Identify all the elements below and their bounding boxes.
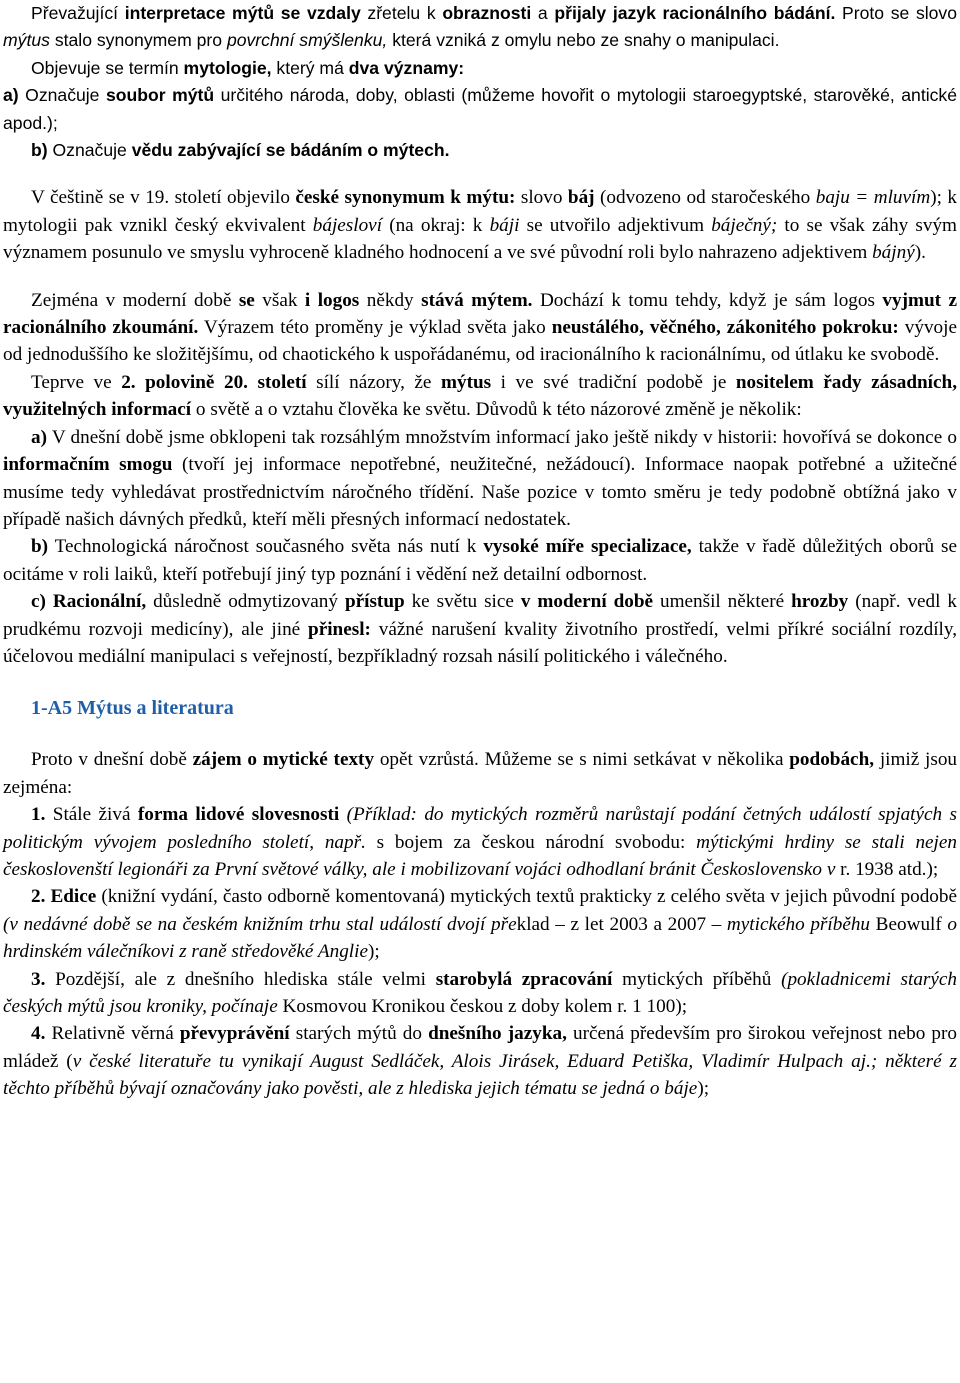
text-run: ke světu sice bbox=[404, 591, 521, 613]
paragraph-5 bbox=[3, 184, 957, 266]
text-run: hrozby bbox=[791, 591, 849, 613]
text-run: ); bbox=[697, 1078, 710, 1100]
paragraph-11 bbox=[3, 746, 957, 801]
section-heading: 1-A5 Mýtus a literatura bbox=[31, 697, 234, 720]
text-run: vědu zabývající se bádáním o mýtech. bbox=[131, 140, 450, 161]
text-run: V češtině se v 19. století objevilo bbox=[31, 187, 296, 209]
text-run: o hrdinském válečníkovi z raně středověké Anglie bbox=[3, 913, 957, 963]
text-run: stává mýtem. bbox=[421, 289, 533, 311]
text-run: Výrazem této proměny je výklad světa jako bbox=[198, 317, 552, 339]
paragraph-1 bbox=[3, 0, 957, 55]
text-run: někdy bbox=[359, 289, 422, 311]
text-run: mytologie, bbox=[183, 57, 272, 78]
text-run: Relativně věrná bbox=[45, 1023, 180, 1045]
text-run: Kosmovou Kronikou českou z doby kolem r. 1 100); bbox=[277, 996, 688, 1017]
text-run: Označuje bbox=[47, 140, 132, 161]
text-run: forma lidové slovesnosti bbox=[137, 804, 340, 826]
text-run: zájem o mytické texty bbox=[192, 749, 375, 771]
text-run: obraznosti bbox=[442, 3, 532, 23]
text-run: ); bbox=[367, 941, 380, 963]
text-run: 1. bbox=[31, 804, 46, 826]
text-run: opět vzrůstá. Můžeme se s nimi setkávat v několika bbox=[374, 749, 790, 771]
text-run bbox=[46, 591, 53, 612]
text-run: bájný bbox=[872, 242, 915, 264]
text-run: o světě a o vztahu člověka ke světu. Důvodů k této názorové změně je několik: bbox=[191, 399, 802, 421]
text-run: vážné narušení kvality životního prostředí, velmi příkré sociální rozdíly, účelovou mediální manipulaci s veřejností, bezpříkladný rozsah násilí politického i válečného. bbox=[3, 618, 957, 667]
text-run: Převažující bbox=[31, 3, 125, 23]
text-run: zřetelu k bbox=[360, 3, 443, 23]
paragraph-3 bbox=[3, 82, 957, 137]
text-run: soubor mýtů bbox=[105, 85, 215, 106]
text-run: převyprávění bbox=[179, 1023, 290, 1045]
text-run: 3. bbox=[31, 968, 46, 990]
text-run: (pokladnicemi starých českých mýtů jsou kroniky, počínaje bbox=[3, 968, 958, 1017]
text-run: přinesl: bbox=[308, 618, 371, 640]
text-run: a bbox=[531, 3, 555, 23]
text-run: mytických příběhů bbox=[612, 968, 782, 990]
text-run: Označuje bbox=[18, 85, 106, 106]
text-run: b) bbox=[31, 140, 48, 161]
text-run: klad – z let 2003 a 2007 – bbox=[516, 913, 727, 935]
text-run: a) bbox=[31, 426, 47, 448]
text-run: baju = mluvím bbox=[815, 187, 931, 209]
text-run: Zejména v moderní době bbox=[31, 289, 239, 311]
text-run: (odvozeno od staročeského bbox=[594, 187, 816, 209]
text-run: (v nedávné době se na českém knižním trhu stal událostí dvojí pře bbox=[3, 913, 517, 935]
text-run: se utvořilo adjektivum bbox=[519, 214, 712, 236]
text-run: mýtus bbox=[441, 371, 492, 393]
text-run: Objevuje se termín bbox=[31, 57, 184, 78]
text-run: nositelem řady zásadních, využitelných informací bbox=[3, 371, 957, 421]
text-run: takže v řadě důležitých oborů se ocitáme v roli laiků, kteří potřebují jiný typ poznání i vědění než detailní odbornost. bbox=[3, 536, 957, 585]
text-run: vývoje od jednoduššího ke složitějšímu, od chaotického k uspořádanému, od iracionálního k racionálnímu, od útlaku ke svobodě. bbox=[3, 317, 957, 366]
text-run: v moderní době bbox=[520, 591, 654, 613]
text-run: Pozdější, ale z dnešního hlediska stále velmi bbox=[45, 968, 436, 990]
text-run: interpretace mýtů se vzdaly bbox=[124, 3, 361, 23]
text-run: c) bbox=[31, 591, 46, 613]
text-run: Dochází k tomu tehdy, když je sám logos bbox=[532, 289, 883, 311]
text-run: určená především pro širokou veřejnost nebo pro mládež ( bbox=[3, 1023, 958, 1072]
paragraph-2 bbox=[3, 55, 957, 82]
text-run: bájesloví bbox=[312, 214, 383, 236]
list-item-3 bbox=[3, 966, 957, 1021]
text-run: dnešního jazyka, bbox=[428, 1023, 567, 1045]
list-item-1 bbox=[3, 801, 957, 883]
text-run: báji bbox=[489, 214, 520, 236]
text-run: b) bbox=[31, 536, 49, 558]
text-run: V dnešní době jsme obklopeni tak rozsáhlým množstvím informací jako ještě nikdy v historii: hovořívá se dokonce o bbox=[46, 426, 957, 448]
text-run: důsledně odmytizovaný bbox=[146, 591, 345, 613]
text-run: Proto se slovo bbox=[835, 3, 958, 23]
text-run: i ve své tradiční podobě je bbox=[491, 371, 736, 393]
text-run: stalo synonymem pro bbox=[49, 30, 227, 51]
text-run: neustálého, věčného, zákonitého pokroku: bbox=[551, 317, 899, 339]
text-run: se bbox=[238, 289, 255, 311]
text-run: báječný; bbox=[711, 214, 778, 236]
text-run: Edice bbox=[50, 886, 97, 908]
text-run: i logos bbox=[304, 289, 360, 311]
text-run: vyjmut z racionálního zkoumání. bbox=[3, 289, 958, 339]
paragraph-10 bbox=[3, 588, 957, 670]
text-run: mýtus bbox=[3, 30, 50, 51]
text-run: přístup bbox=[344, 591, 405, 613]
text-run: české synonymum k mýtu: bbox=[295, 187, 516, 209]
text-run: však bbox=[254, 289, 305, 311]
text-run: starých mýtů do bbox=[289, 1023, 429, 1045]
text-run: Proto v dnešní době bbox=[31, 749, 193, 771]
text-run: Technologická náročnost současného světa nás nutí k bbox=[48, 536, 484, 558]
paragraph-8 bbox=[3, 424, 957, 534]
text-run: ); k mytologii pak vznikl český ekvivalent bbox=[3, 187, 957, 236]
text-run: r. 1938 atd.); bbox=[835, 858, 939, 880]
paragraph-6 bbox=[3, 287, 957, 369]
text-run: (např. vedl k prudkému rozvoji medicíny), ale jiné bbox=[3, 591, 957, 640]
paragraph-4 bbox=[3, 137, 957, 164]
text-run: starobylá zpracování bbox=[435, 968, 613, 990]
text-run: slovo bbox=[515, 187, 568, 209]
text-run: (na okraj: k bbox=[382, 214, 490, 236]
text-run: a) bbox=[3, 85, 19, 106]
text-run: (Příklad: do mytických rozměrů narůstají podání četných událostí spjatých s politickým vývojem posledního století, např. bbox=[3, 804, 957, 853]
text-run: sílí názory, že bbox=[306, 371, 441, 393]
text-run: (tvoří jej informace nepotřebné, neužitečné, nežádoucí). Informace naopak potřebné a užitečné musíme tedy vyhledávat prostřednictvím náročného třídění. Naše pozice v tomto směru je tedy podobně obtížná jako v případě našich dávných předků, kteří měli přesných informací nedostatek. bbox=[3, 454, 957, 530]
text-run: 4. bbox=[31, 1023, 46, 1045]
text-run: přijaly jazyk racionálního bádání. bbox=[554, 3, 836, 23]
text-run bbox=[248, 372, 258, 393]
text-run: Teprve ve bbox=[31, 371, 122, 393]
text-run: Racionální, bbox=[52, 591, 147, 613]
text-run: ). bbox=[914, 242, 926, 264]
text-run: (knižní vydání, často odborně komentovaná) mytických textů prakticky z celého světa v jejich původní podobě bbox=[96, 886, 958, 908]
text-run: Stále živá bbox=[45, 804, 138, 826]
text-run: dva významy: bbox=[348, 57, 465, 78]
text-run: mýtickými hrdiny se stali nejen českoslovenští legionáři za První světové války, ale i mobilizovaní vojáci odhodlaní bránit Československo v bbox=[3, 831, 958, 880]
text-run: která vzniká z omylu nebo ze snahy o manipulaci. bbox=[387, 30, 780, 51]
text-run: báj bbox=[567, 187, 595, 209]
text-run: v české literatuře tu vynikají August Sedláček, Alois Jirásek, Eduard Petiška, Vladimír Hulpach aj.; některé z těchto příběhů bývají označovány jako pověsti, ale z hlediska jejich tématu se jedná o báje bbox=[3, 1050, 957, 1100]
text-run: 2. bbox=[31, 886, 46, 908]
text-run: informačním smogu bbox=[3, 454, 173, 476]
text-run: jimiž jsou zejména: bbox=[3, 749, 958, 798]
list-item-4 bbox=[3, 1020, 957, 1102]
paragraph-7 bbox=[3, 369, 957, 424]
text-run: podobách, bbox=[789, 749, 875, 771]
text-run: s bojem za českou národní svobodu: bbox=[365, 831, 697, 853]
text-run: vysoké míře specializace, bbox=[483, 536, 692, 558]
text-run: to se však záhy svým významem posunulo ve smyslu vyhroceně kladného hodnocení a ve své původní roli bylo nahrazeno adjektivem bbox=[3, 214, 957, 264]
text-run: který má bbox=[271, 57, 349, 78]
text-run: mytického příběhu bbox=[726, 913, 871, 935]
text-run bbox=[339, 804, 346, 825]
text-run: povrchní smýšlenku, bbox=[226, 30, 388, 51]
text-run: určitého národa, doby, oblasti (můžeme hovořit o mytologii staroegyptské, starověké, antické apod.); bbox=[3, 85, 958, 133]
text-run: Beowulf bbox=[870, 913, 948, 935]
text-run: 2. polovině 20. bbox=[121, 371, 248, 393]
text-run: umenšil některé bbox=[653, 591, 792, 613]
list-item-2 bbox=[3, 883, 957, 965]
text-run: století bbox=[257, 371, 307, 393]
paragraph-9 bbox=[3, 533, 957, 588]
